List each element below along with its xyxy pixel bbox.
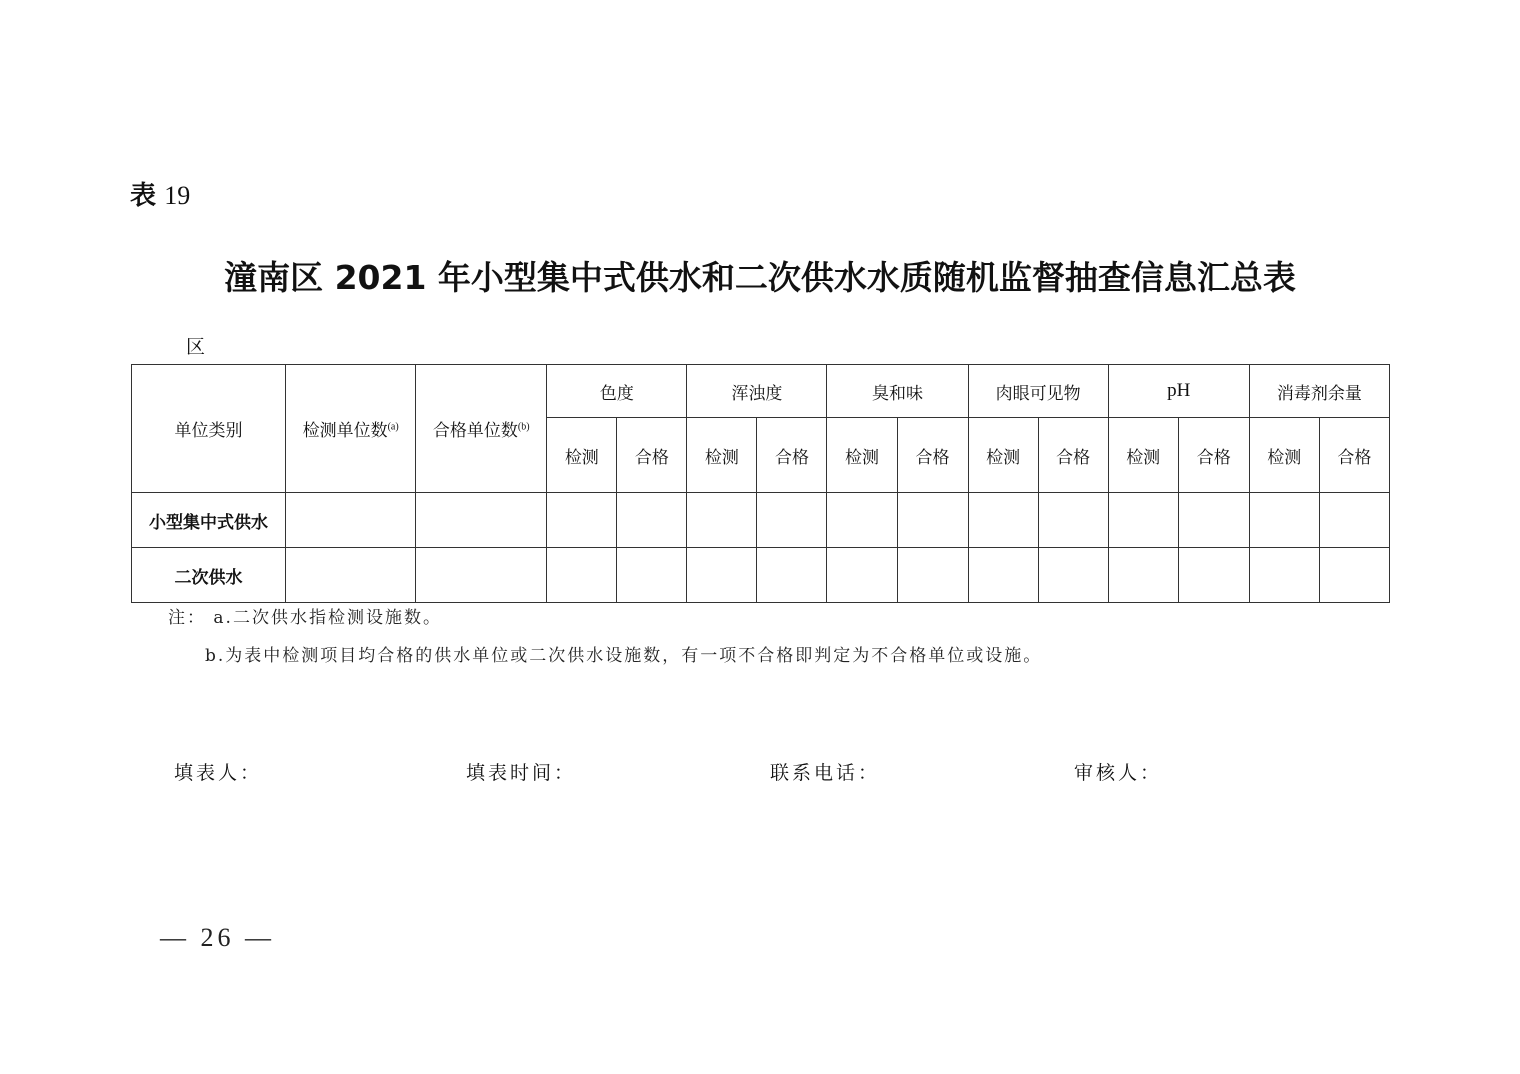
subheader-qualified: 合格 bbox=[1319, 418, 1389, 493]
table-cell bbox=[617, 493, 687, 548]
table-cell bbox=[827, 493, 897, 548]
filler-label: 填表人： bbox=[174, 762, 263, 784]
subheader-tested: 检测 bbox=[968, 418, 1038, 493]
table-label-text: 表 bbox=[130, 181, 157, 211]
subheader-qualified: 合格 bbox=[617, 418, 687, 493]
subheader-tested: 检测 bbox=[827, 418, 897, 493]
note-a: 注： a.二次供水指检测设施数。 bbox=[168, 608, 442, 628]
table-header-row bbox=[132, 365, 1390, 418]
table-cell bbox=[968, 548, 1038, 603]
table-cell bbox=[687, 548, 757, 603]
subheader-qualified: 合格 bbox=[897, 418, 968, 493]
table-cell bbox=[757, 493, 827, 548]
summary-table bbox=[131, 364, 1390, 603]
tested-units-header bbox=[286, 365, 416, 493]
table-cell bbox=[547, 548, 617, 603]
subheader-tested: 检测 bbox=[1249, 418, 1319, 493]
table-cell bbox=[547, 493, 617, 548]
group-header-disinfectant: 消毒剂余量 bbox=[1249, 365, 1389, 418]
note-b: b.为表中检测项目均合格的供水单位或二次供水设施数，有一项不合格即判定为不合格单位或设施。 bbox=[205, 646, 1043, 666]
table-cell bbox=[1319, 493, 1389, 548]
table-cell bbox=[416, 493, 547, 548]
tested-units-footnote-mark: (a) bbox=[387, 421, 399, 433]
table-cell bbox=[1319, 548, 1389, 603]
document-title: 潼南区 2021 年小型集中式供水和二次供水水质随机监督抽查信息汇总表 bbox=[224, 258, 1296, 297]
subheader-qualified: 合格 bbox=[1038, 418, 1108, 493]
table-cell bbox=[687, 493, 757, 548]
qualified-units-label: 合格单位数 bbox=[432, 421, 518, 441]
table-cell bbox=[1178, 548, 1249, 603]
table-cell bbox=[968, 493, 1038, 548]
table-cell bbox=[286, 548, 416, 603]
subheader-tested: 检测 bbox=[687, 418, 757, 493]
group-header-ph: pH bbox=[1108, 365, 1249, 418]
table-cell bbox=[1178, 493, 1249, 548]
subheader-qualified: 合格 bbox=[757, 418, 827, 493]
row-label-secondary-supply: 二次供水 bbox=[132, 548, 286, 603]
row-label-small-central-supply: 小型集中式供水 bbox=[132, 493, 286, 548]
group-header-odor: 臭和味 bbox=[827, 365, 968, 418]
phone-label: 联系电话： bbox=[770, 762, 881, 784]
group-header-visible-matter: 肉眼可见物 bbox=[968, 365, 1108, 418]
table-cell bbox=[1108, 493, 1178, 548]
reviewer-label: 审核人： bbox=[1074, 762, 1163, 784]
group-header-color: 色度 bbox=[547, 365, 687, 418]
table-cell bbox=[827, 548, 897, 603]
qualified-units-footnote-mark: (b) bbox=[517, 421, 530, 433]
signature-row bbox=[0, 758, 1520, 788]
table-cell bbox=[1038, 548, 1108, 603]
table-cell bbox=[416, 548, 547, 603]
fill-time-label: 填表时间： bbox=[466, 762, 577, 784]
table-cell bbox=[757, 548, 827, 603]
table-cell bbox=[617, 548, 687, 603]
table-cell bbox=[1108, 548, 1178, 603]
table-cell bbox=[897, 493, 968, 548]
table-cell bbox=[286, 493, 416, 548]
table-cell bbox=[1249, 548, 1319, 603]
table-row bbox=[132, 493, 1390, 548]
tested-units-label: 检测单位数 bbox=[302, 421, 388, 441]
table-label-number: 19 bbox=[164, 181, 191, 210]
subheader-tested: 检测 bbox=[547, 418, 617, 493]
district-label: 区 bbox=[186, 336, 206, 358]
subheader-qualified: 合格 bbox=[1178, 418, 1249, 493]
table-cell bbox=[1249, 493, 1319, 548]
page-number: — 26 — bbox=[160, 923, 275, 952]
unit-category-header: 单位类别 bbox=[132, 365, 286, 493]
group-header-turbidity: 浑浊度 bbox=[687, 365, 827, 418]
table-row bbox=[132, 548, 1390, 603]
qualified-units-header bbox=[416, 365, 547, 493]
table-cell bbox=[1038, 493, 1108, 548]
subheader-tested: 检测 bbox=[1108, 418, 1178, 493]
table-cell bbox=[897, 548, 968, 603]
table-number-label bbox=[130, 178, 190, 214]
